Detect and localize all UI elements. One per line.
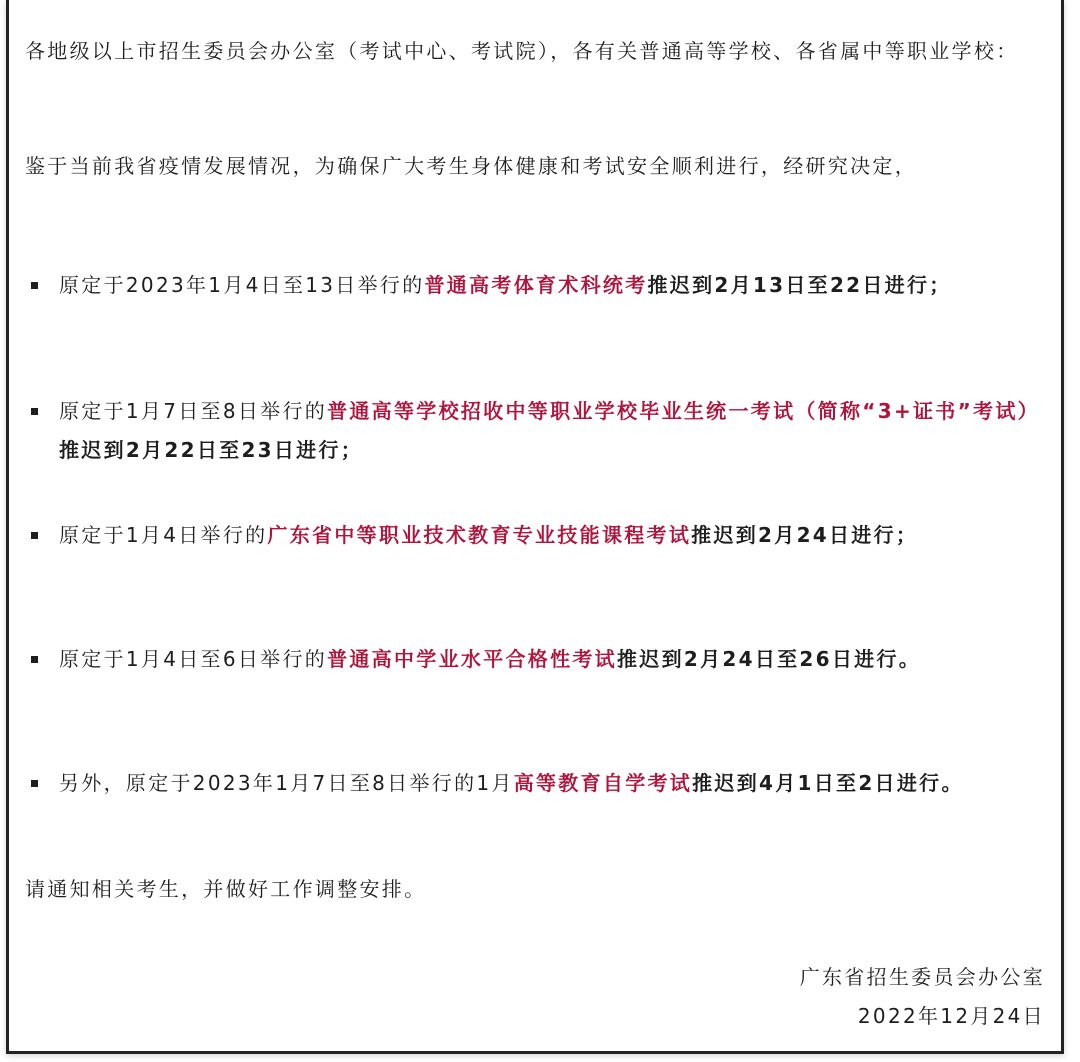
bullet-icon	[31, 282, 38, 289]
list-item	[25, 516, 1045, 555]
item-original-schedule: 原定于1月4日举行的	[59, 523, 268, 547]
exam-name: 普通高等学校招收中等职业学校毕业生统一考试（简称“3+证书”考试）	[327, 399, 1040, 423]
item-new-schedule: 推迟到4月1日至2日进行。	[692, 771, 964, 795]
signature-org: 广东省招生委员会办公室	[799, 965, 1045, 989]
item-original-schedule: 原定于1月4日至6日举行的	[59, 647, 328, 671]
list-item	[25, 266, 1045, 305]
item-original-schedule: 原定于2023年1月4日至13日举行的	[59, 273, 425, 297]
greeting-paragraph: 各地级以上市招生委员会办公室（考试中心、考试院），各有关普通高等学校、各省属中等职业学校：	[25, 39, 1019, 63]
bullet-icon	[31, 408, 38, 415]
closing-paragraph: 请通知相关考生，并做好工作调整安排。	[25, 877, 427, 901]
exam-name: 普通高考体育术科统考	[424, 273, 648, 297]
bullet-icon	[31, 532, 38, 539]
list-item	[25, 640, 1045, 679]
item-original-schedule: 另外，原定于2023年1月7日至8日举行的1月	[59, 771, 514, 795]
item-new-schedule: 推迟到2月22日至23日进行；	[59, 438, 364, 462]
item-new-schedule: 推迟到2月24日进行；	[691, 523, 919, 547]
list-item	[25, 392, 1045, 470]
intro-paragraph: 鉴于当前我省疫情发展情况，为确保广大考生身体健康和考试安全顺利进行，经研究决定，	[25, 154, 917, 178]
bullet-icon	[31, 780, 38, 787]
bullet-icon	[31, 656, 38, 663]
exam-name: 高等教育自学考试	[513, 771, 693, 795]
exam-name: 普通高中学业水平合格性考试	[327, 647, 617, 671]
item-new-schedule: 推迟到2月24日至26日进行。	[616, 647, 922, 671]
signature-date: 2022年12月24日	[857, 1004, 1045, 1028]
item-new-schedule: 推迟到2月13日至22日进行；	[647, 273, 952, 297]
item-original-schedule: 原定于1月7日至8日举行的	[59, 399, 328, 423]
list-item	[25, 764, 1045, 803]
signature-block	[800, 958, 1045, 1036]
exam-name: 广东省中等职业技术教育专业技能课程考试	[267, 523, 692, 547]
